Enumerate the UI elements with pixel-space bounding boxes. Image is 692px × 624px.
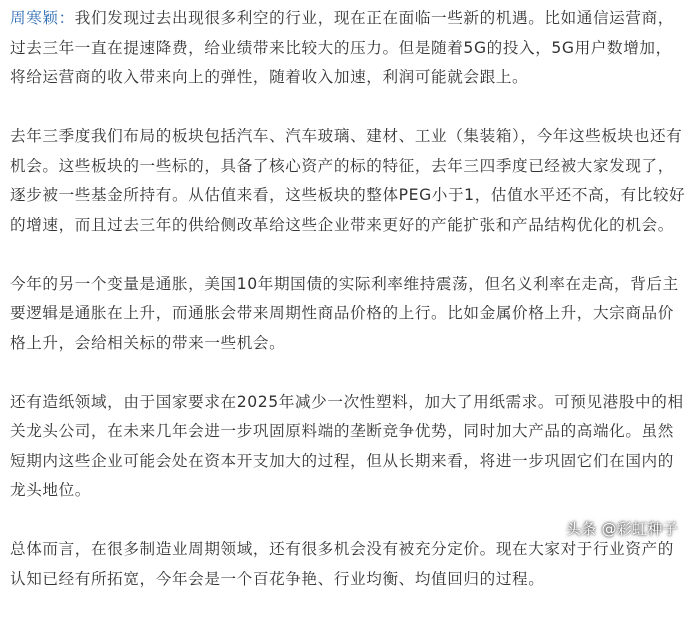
speaker-name: 周寒颖： [10, 9, 75, 27]
paragraph-1 [10, 4, 686, 93]
paragraph-5: 总体而言，在很多制造业周期领域，还有很多机会没有被充分定价。现在大家对于行业资产的认知已经有所拓宽，今年会是一个百花争艳、行业均衡、均值回归的过程。 [10, 540, 674, 588]
paragraph-1-text: 我们发现过去出现很多利空的行业，现在正在面临一些新的机遇。比如通信运营商，过去三年一直在提速降费，给业绩带来比较大的压力。但是随着5G的投入，5G用户数增加，将给运营商的收入带来向上的弹性，随着收入加速，利润可能就会跟上。 [10, 9, 674, 86]
paragraph-2: 去年三季度我们布局的板块包括汽车、汽车玻璃、建材、工业（集装箱），今年这些板块也还有机会。这些板块的一些标的，具备了核心资产的标的特征，去年三四季度已经被大家发现了，逐步被一些基金所持有。从估值来看，这些板块的整体PEG小于1，估值水平还不高，有比较好的增速，而且过去三年的供给侧改革给这些企业带来更好的产能扩张和产品结构优化的机会。 [10, 127, 686, 234]
source-watermark: 头条 @彩虹种子 [565, 520, 678, 538]
paragraph-4: 还有造纸领域，由于国家要求在2025年减少一次性塑料，加大了用纸需求。可预见港股中的相关龙头公司，在未来几年会进一步巩固原料端的垄断竞争优势，同时加大产品的高端化。虽然短期内这些企业可能会处在资本开支加大的过程，但从长期来看，将进一步巩固它们在国内的龙头地位。 [10, 392, 684, 499]
paragraph-3: 今年的另一个变量是通胀，美国10年期国债的实际利率维持震荡，但名义利率在走高，背后主要逻辑是通胀在上升，而通胀会带来周期性商品价格的上行。比如金属价格上升，大宗商品价格上升，会给相关标的带来一些机会。 [10, 274, 679, 352]
